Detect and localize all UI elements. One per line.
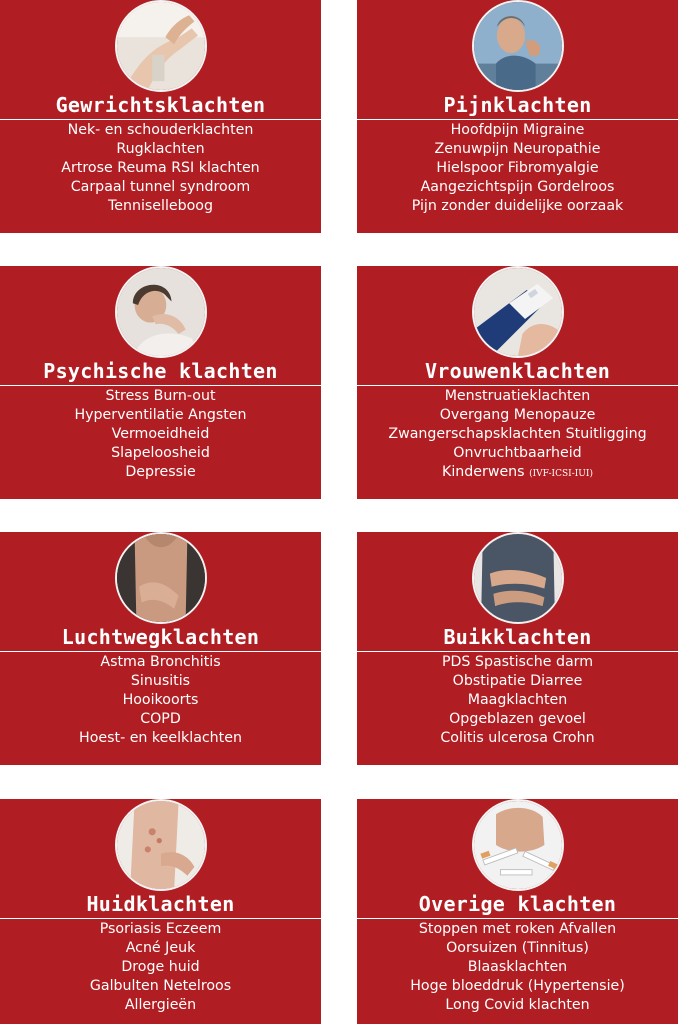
list-item: Hoge bloeddruk (Hypertensie)	[410, 978, 625, 994]
ivf-note: (IVF-ICSI-IUI)	[529, 469, 593, 479]
list-item: Pijn zonder duidelijke oorzaak	[411, 198, 624, 214]
list-item: Zwangerschapsklachten Stuitligging	[388, 426, 647, 442]
title-divider	[357, 918, 678, 919]
card-overige-klachten[interactable]	[357, 799, 678, 1024]
list-item: Aangezichtspijn Gordelroos	[420, 179, 615, 195]
card-buikklachten[interactable]	[357, 532, 678, 765]
list-item: Zenuwpijn Neuropathie	[434, 141, 601, 157]
list-item: Artrose Reuma RSI klachten	[61, 160, 260, 176]
list-item: Maagklachten	[467, 692, 568, 708]
list-item: Hooikoorts	[122, 692, 199, 708]
card-title: Vrouwenklachten	[424, 359, 611, 383]
card-title: Overige klachten	[418, 892, 617, 916]
list-item: Psoriasis Eczeem	[99, 921, 222, 937]
list-item: Hoest- en keelklachten	[79, 730, 242, 746]
list-item: Opgeblazen gevoel	[449, 711, 586, 727]
list-item: Nek- en schouderklachten	[67, 122, 254, 138]
list-item: Long Covid klachten	[445, 997, 590, 1013]
title-divider	[0, 651, 321, 652]
stomach-ache-photo	[472, 532, 564, 624]
list-item-text: Kinderwens	[442, 464, 525, 480]
list-item: Depressie	[125, 464, 196, 480]
complaint-list	[357, 653, 678, 748]
list-item: Colitis ulcerosa Crohn	[440, 730, 595, 746]
card-title: Psychische klachten	[43, 359, 278, 383]
list-item: Overgang Menopauze	[439, 407, 596, 423]
stressed-woman-photo	[115, 266, 207, 358]
title-divider	[0, 119, 321, 120]
list-item: Rugklachten	[116, 141, 205, 157]
list-item: Tenniselleboog	[107, 198, 213, 214]
list-item: Carpaal tunnel syndroom	[70, 179, 251, 195]
neck-pain-photo	[472, 0, 564, 92]
skin-rash-photo	[115, 799, 207, 891]
list-item: Hielspoor Fibromyalgie	[436, 160, 599, 176]
list-item: Stress Burn-out	[105, 388, 216, 404]
card-vrouwenklachten[interactable]	[357, 266, 678, 499]
card-gewrichtsklachten[interactable]	[0, 0, 321, 233]
list-item: Onvruchtbaarheid	[453, 445, 582, 461]
throat-photo	[115, 532, 207, 624]
title-divider	[357, 119, 678, 120]
crushed-cigarettes-photo	[472, 799, 564, 891]
title-divider	[0, 918, 321, 919]
title-divider	[357, 385, 678, 386]
list-item: Slapeloosheid	[111, 445, 210, 461]
list-item: Stoppen met roken Afvallen	[418, 921, 617, 937]
complaint-list	[357, 387, 678, 484]
title-divider	[0, 385, 321, 386]
list-item: PDS Spastische darm	[441, 654, 594, 670]
complaint-list	[0, 920, 321, 1015]
list-item: Hyperventilatie Angsten	[74, 407, 247, 423]
card-psychische-klachten[interactable]	[0, 266, 321, 499]
complaint-list	[0, 121, 321, 216]
card-title: Luchtwegklachten	[61, 625, 260, 649]
list-item: Blaasklachten	[467, 959, 568, 975]
complaint-list	[0, 653, 321, 748]
pregnancy-test-photo	[472, 266, 564, 358]
card-pijnklachten[interactable]	[357, 0, 678, 233]
card-title: Gewrichtsklachten	[55, 93, 266, 117]
list-item: COPD	[140, 711, 181, 727]
list-item: Galbulten Netelroos	[89, 978, 232, 994]
list-item: Droge huid	[121, 959, 200, 975]
wrist-pain-photo	[115, 0, 207, 92]
card-title: Buikklachten	[443, 625, 592, 649]
list-item: Vermoeidheid	[111, 426, 210, 442]
list-item: Oorsuizen (Tinnitus)	[446, 940, 589, 956]
list-item	[357, 463, 678, 484]
complaint-list	[357, 121, 678, 216]
complaint-list	[0, 387, 321, 482]
complaint-list	[357, 920, 678, 1015]
list-item: Astma Bronchitis	[100, 654, 221, 670]
list-item: Allergieën	[124, 997, 197, 1013]
title-divider	[357, 651, 678, 652]
card-luchtwegklachten[interactable]	[0, 532, 321, 765]
list-item: Sinusitis	[130, 673, 191, 689]
card-title: Pijnklachten	[443, 93, 592, 117]
list-item: Acné Jeuk	[125, 940, 196, 956]
card-title: Huidklachten	[86, 892, 235, 916]
list-item: Hoofdpijn Migraine	[450, 122, 585, 138]
card-huidklachten[interactable]	[0, 799, 321, 1024]
list-item: Menstruatieklachten	[444, 388, 591, 404]
list-item: Obstipatie Diarree	[452, 673, 583, 689]
